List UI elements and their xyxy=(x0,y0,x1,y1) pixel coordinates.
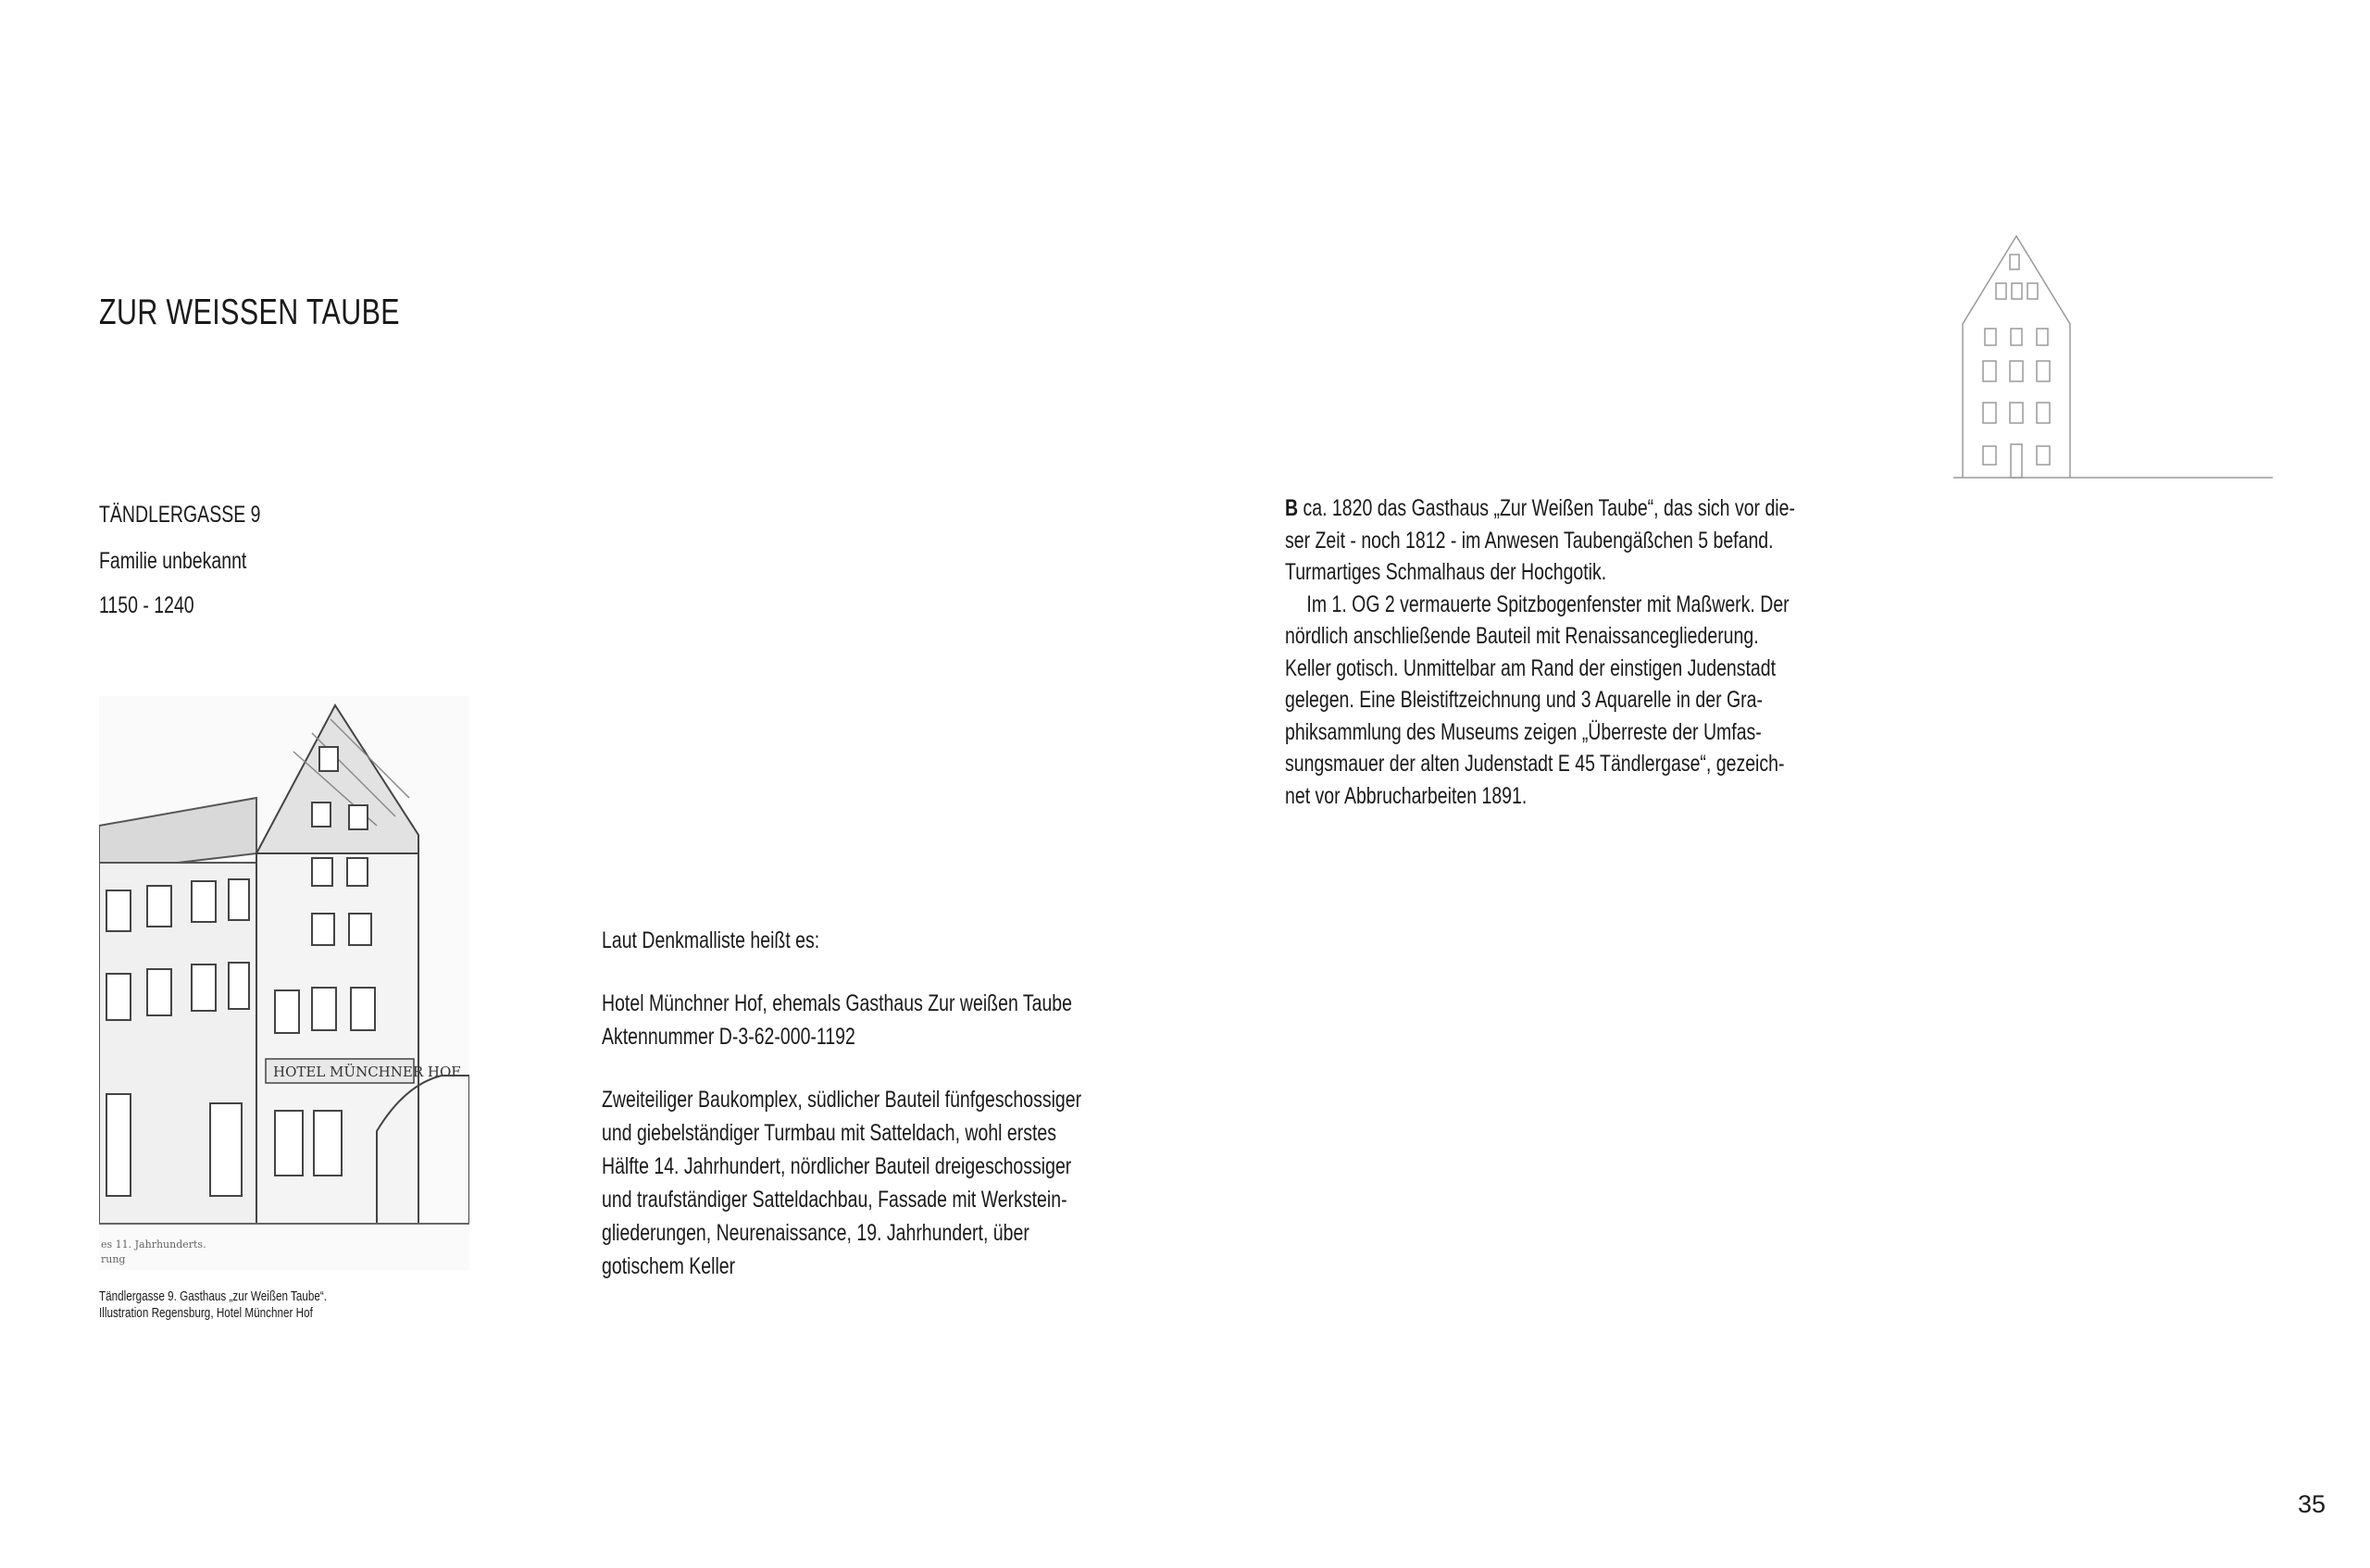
text-line: Turmartiges Schmalhaus der Hochgotik. xyxy=(1285,559,1607,585)
denkmal-description xyxy=(602,1083,1081,1283)
text-line: Keller gotisch. Unmittelbar am Rand der einstigen Judenstadt xyxy=(1285,654,1777,681)
text-line xyxy=(1285,492,1795,525)
caption-line: Illustration Regensburg, Hotel Münchner Hof xyxy=(99,1305,313,1321)
denkmal-text xyxy=(602,924,1081,1283)
text-line: gotischem Keller xyxy=(602,1253,736,1279)
text-line: gelegen. Eine Bleistiftzeichnung und 3 Aquarelle in der Gra- xyxy=(1285,687,1764,713)
text-line: gliederungen, Neurenaissance, 19. Jahrhundert, über xyxy=(602,1220,1029,1246)
text-line: und traufständiger Satteldachbau, Fassade mit Werkstein- xyxy=(602,1187,1067,1213)
facade-elevation-drawing xyxy=(1953,231,2273,481)
address: TÄNDLERGASSE 9 xyxy=(99,502,261,528)
drawing-inscription: es 11. Jahrhunderts. xyxy=(101,1238,206,1251)
drawing-inscription-2: rung xyxy=(101,1253,126,1265)
denkmal-name: Hotel Münchner Hof, ehemals Gasthaus Zur weißen Taube xyxy=(602,990,1072,1016)
family-name: Familie unbekannt xyxy=(99,548,247,574)
page-title: ZUR WEISSEN TAUBE xyxy=(99,292,400,332)
denkmal-file-number: Aktennummer D-3-62-000-1192 xyxy=(602,1024,855,1050)
denkmal-intro: Laut Denkmalliste heißt es: xyxy=(602,927,820,953)
caption-line: Tändlergasse 9. Gasthaus „zur Weißen Taube“. xyxy=(99,1288,328,1304)
text-line: net vor Abbrucharbeiten 1891. xyxy=(1285,782,1528,809)
text-line: nördlich anschließende Bauteil mit Renaissancegliederung. xyxy=(1285,623,1759,649)
history-description xyxy=(1285,492,1795,812)
lead-letter: B xyxy=(1285,495,1299,521)
text-line: und giebelständiger Turmbau mit Satteldach, wohl erstes xyxy=(602,1120,1057,1146)
text-line: sungsmauer der alten Judenstadt E 45 Tändlergase“, gezeich- xyxy=(1285,751,1785,777)
text-line: Hälfte 14. Jahrhundert, nördlicher Bauteil dreigeschossiger xyxy=(602,1153,1072,1179)
date-range: 1150 - 1240 xyxy=(99,592,194,618)
hotel-sign: HOTEL MÜNCHNER HOF xyxy=(273,1064,461,1080)
text-line: Im 1. OG 2 vermauerte Spitzbogenfenster mit Maßwerk. Der xyxy=(1306,591,1790,617)
text-line: ser Zeit - noch 1812 - im Anwesen Taubengäßchen 5 befand. xyxy=(1285,527,1774,554)
building-illustration xyxy=(99,696,469,1270)
denkmal-entry xyxy=(602,987,1081,1053)
figure-caption xyxy=(99,1288,327,1322)
text-line: phiksammlung des Museums zeigen „Überreste der Umfas- xyxy=(1285,718,1762,745)
text-line: Zweiteiliger Baukomplex, südlicher Bauteil fünfgeschossiger xyxy=(602,1087,1082,1113)
page-number: 35 xyxy=(2298,1490,2326,1518)
text-line-rest: ca. 1820 das Gasthaus „Zur Weißen Taube“, das sich vor die- xyxy=(1298,495,1795,521)
